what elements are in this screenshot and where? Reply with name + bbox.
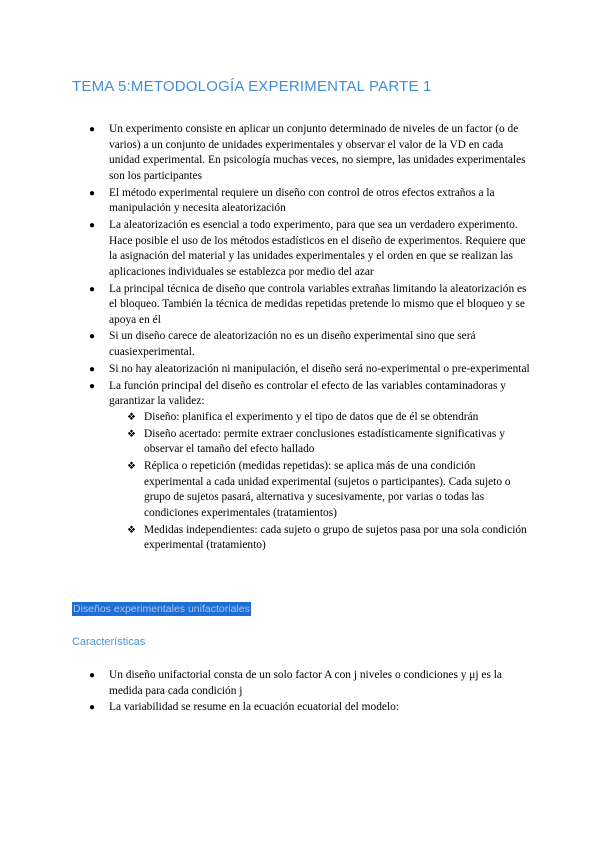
list-item-text: Un diseño unifactorial consta de un solo factor A con j niveles o condiciones y μj es la medida para cada condición j bbox=[109, 669, 502, 697]
list-item bbox=[72, 362, 532, 378]
bullet-list bbox=[72, 668, 532, 716]
sub-list-item-text: Medidas independientes: cada sujeto o grupo de sujetos pasa por una sola condición experimental (tratamiento) bbox=[144, 523, 527, 552]
sub-list-item bbox=[109, 427, 532, 458]
list-item bbox=[72, 218, 532, 280]
list-item bbox=[72, 186, 532, 217]
bullet-icon: ● bbox=[89, 283, 96, 295]
bullet-icon: ● bbox=[89, 702, 96, 714]
sub-list-item bbox=[109, 523, 532, 554]
page-title: TEMA 5:METODOLOGÍA EXPERIMENTAL PARTE 1 bbox=[72, 78, 432, 95]
sub-list-item-text: Réplica o repetición (medidas repetidas): se aplica más de una condición experimental a cada unidad experimental (sujetos o participantes). Cada sujeto o grupo de sujetos pasará, alternativa y sucesivamente, por varias o todas las condiciones experimentales (tratamientos) bbox=[144, 459, 511, 519]
list-item bbox=[72, 379, 532, 554]
list-item bbox=[72, 122, 532, 184]
list-item-text: La función principal del diseño es controlar el efecto de las variables contaminadoras y garantizar la validez: bbox=[109, 379, 506, 408]
bullet-icon: ● bbox=[89, 219, 96, 231]
diamond-bullet-icon: ❖ bbox=[127, 428, 136, 440]
sub-list-item-text: Diseño: planifica el experimento y el tipo de datos que de él se obtendrán bbox=[144, 410, 479, 423]
list-item bbox=[72, 700, 532, 716]
bullet-icon: ● bbox=[89, 124, 96, 135]
list-item bbox=[72, 668, 532, 699]
diamond-bullet-icon: ❖ bbox=[127, 411, 136, 423]
list-item-text: Un experimento consiste en aplicar un conjunto determinado de niveles de un factor (o de varios) a un conjunto de unidades experimentales y observar el valor de la VD en cada unidad experimental. En psicología muchas veces, no siempre, las unidades experimentales son los participantes bbox=[109, 123, 526, 182]
list-item-text: La aleatorización es esencial a todo experimento, para que sea un verdadero experimento. Hace posible el uso de los métodos estadísticos en el diseño de experimentos. Requiere que la asignación del material y las unidades experimentales y el orden en que se realizan las aplicaciones individuales se establezca por medio del azar bbox=[109, 218, 526, 278]
list-item-text: Si un diseño carece de aleatorización no es un diseño experimental sino que será cuasiexperimental. bbox=[109, 330, 476, 359]
list-item bbox=[72, 329, 532, 360]
bullet-list bbox=[72, 122, 532, 554]
bullet-icon: ● bbox=[89, 187, 96, 199]
bullet-icon: ● bbox=[89, 331, 96, 343]
bullet-icon: ● bbox=[89, 380, 96, 392]
subheading: Características bbox=[72, 636, 146, 648]
sub-list-item bbox=[109, 459, 532, 521]
sub-list-item-text: Diseño acertado: permite extraer conclusiones estadísticamente significativas y observar el tamaño del efecto hallado bbox=[144, 427, 505, 456]
list-item-text: La variabilidad se resume en la ecuación ecuatorial del modelo: bbox=[109, 701, 400, 714]
diamond-bullet-icon: ❖ bbox=[127, 524, 136, 536]
list-item-text: Si no hay aleatorización ni manipulación, el diseño será no-experimental o pre-experimental bbox=[109, 362, 530, 375]
main-content bbox=[72, 122, 532, 555]
sub-list-item bbox=[109, 410, 532, 426]
list-item-text: El método experimental requiere un diseño con control de otros efectos extraños a la manipulación y necesita aleatorización bbox=[109, 186, 495, 215]
sub-bullet-list bbox=[109, 410, 532, 554]
list-item bbox=[72, 282, 532, 329]
bullet-icon: ● bbox=[89, 363, 96, 375]
diamond-bullet-icon: ❖ bbox=[127, 460, 136, 472]
section-heading: Diseños experimentales unifactoriales bbox=[73, 603, 250, 615]
list-item-text: La principal técnica de diseño que controla variables extrañas limitando la aleatorización es el bloqueo. También la técnica de medidas repetidas pretende lo mismo que el bloqueo y se apoya en él bbox=[109, 282, 527, 326]
secondary-content bbox=[72, 668, 532, 717]
bullet-icon: ● bbox=[89, 670, 96, 681]
